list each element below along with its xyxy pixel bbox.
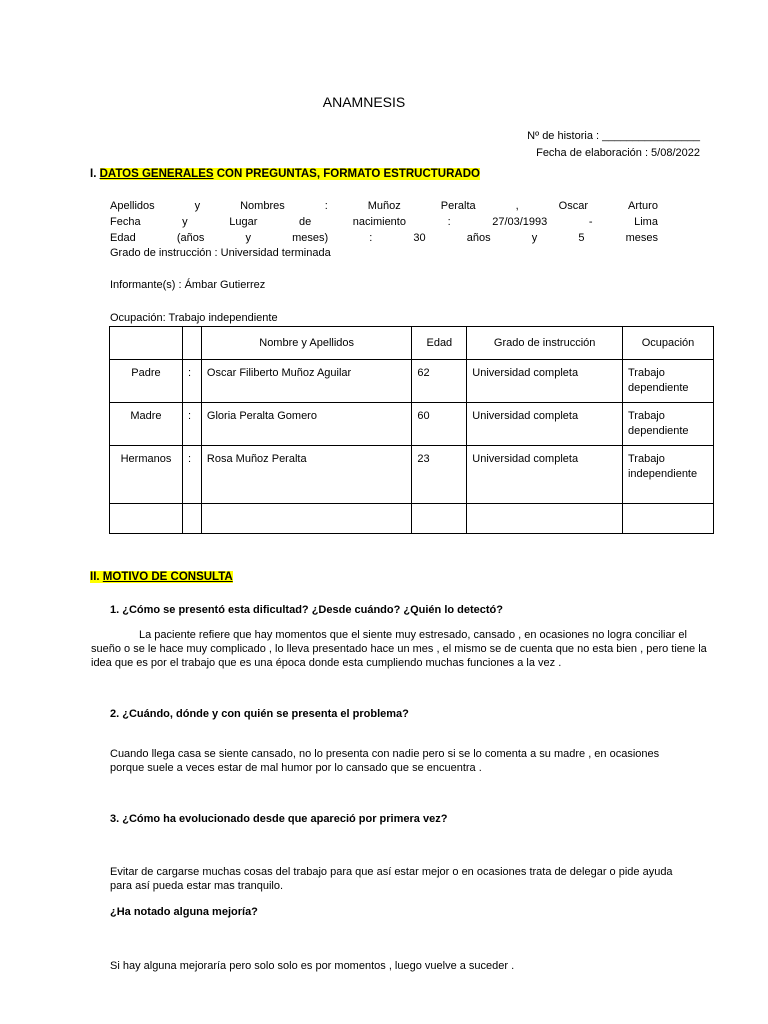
relation-cell: Padre — [110, 360, 183, 403]
answer-4: Si hay alguna mejoraría pero solo solo es por momentos , luego vuelve a suceder . — [110, 960, 515, 972]
age-cell: 23 — [412, 446, 467, 504]
field-word: y — [531, 232, 538, 244]
field-word: y — [245, 232, 251, 244]
section2-title: MOTIVO DE CONSULTA — [102, 571, 233, 583]
field-word: de — [298, 216, 312, 228]
field-word: Oscar — [558, 200, 589, 212]
field-word: : — [324, 200, 328, 212]
field-word: : — [369, 232, 373, 244]
colon-cell: : — [182, 403, 201, 446]
family-table — [109, 326, 714, 534]
section1-title-rest: CON PREGUNTAS, FORMATO ESTRUCTURADO — [213, 168, 480, 180]
historia-number: Nº de historia : ________________ — [527, 130, 700, 142]
table-header-edad: Edad — [412, 327, 467, 360]
occupation-cell: Trabajo dependiente — [622, 360, 713, 403]
field-word: Lima — [634, 216, 658, 228]
field-word: Arturo — [628, 200, 658, 212]
section1-number: I. — [90, 168, 97, 180]
table-row — [110, 360, 714, 403]
field-word: 27/03/1993 — [492, 216, 548, 228]
occupation-cell: Trabajo independiente — [622, 446, 713, 504]
field-word: meses — [625, 232, 658, 244]
education-cell: Universidad completa — [467, 446, 623, 504]
ocupacion: Ocupación: Trabajo independiente — [110, 312, 278, 324]
table-row — [110, 446, 714, 504]
grado-instruccion: Grado de instrucción : Universidad terminada — [110, 247, 331, 259]
occupation-cell: Trabajo dependiente — [622, 403, 713, 446]
question-1: 1. ¿Cómo se presentó esta dificultad? ¿Desde cuándo? ¿Quién lo detectó? — [110, 604, 503, 616]
question-3: 3. ¿Cómo ha evolucionado desde que apareció por primera vez? — [110, 813, 448, 825]
name-cell: Rosa Muñoz Peralta — [201, 446, 411, 504]
colon-cell: : — [182, 446, 201, 504]
section2-number: II. — [90, 571, 100, 583]
field-word: Lugar — [229, 216, 258, 228]
empty-cell — [412, 504, 467, 534]
table-header-row — [110, 327, 714, 360]
field-word: Peralta — [440, 200, 476, 212]
section1-heading — [90, 168, 480, 180]
name-cell: Oscar Filiberto Muñoz Aguilar — [201, 360, 411, 403]
table-row — [110, 403, 714, 446]
field-word: nacimiento — [352, 216, 406, 228]
field-word: , — [515, 200, 519, 212]
field-word: : — [447, 216, 451, 228]
field-word: - — [588, 216, 593, 228]
field-word: años — [466, 232, 491, 244]
answer-3: Evitar de cargarse muchas cosas del trabajo para que así estar mejor o en ocasiones trata de delegar o pide ayuda para así pueda estar mas tranquilo. — [110, 866, 673, 892]
field-word: Nombres — [240, 200, 285, 212]
empty-cell — [182, 504, 201, 534]
field-word: Muñoz — [367, 200, 401, 212]
field-word: 5 — [578, 232, 585, 244]
age-cell: 62 — [412, 360, 467, 403]
relation-cell: Hermanos — [110, 446, 183, 504]
age-cell: 60 — [412, 403, 467, 446]
field-word: meses) — [292, 232, 329, 244]
question-2: 2. ¿Cuándo, dónde y con quién se presenta el problema? — [110, 708, 409, 720]
field-word: (años — [176, 232, 205, 244]
colon-cell: : — [182, 360, 201, 403]
fecha-lugar-row — [110, 216, 658, 228]
empty-cell — [110, 504, 183, 534]
table-header-cell — [110, 327, 183, 360]
field-word: 30 — [413, 232, 426, 244]
table-row — [110, 504, 714, 534]
education-cell: Universidad completa — [467, 360, 623, 403]
answer-1: La paciente refiere que hay momentos que el siente muy estresado, cansado , en ocasiones no logra conciliar el sueño o se le hace muy complicado , lo lleva presentado hace un mes , el mismo se de cuenta que no esta bien , pero tiene la idea que es por el trabajo que es una época donde esta cumpliendo muchas funciones a la vez . — [91, 629, 707, 669]
edad-row — [110, 232, 658, 244]
section1-title-underlined: DATOS GENERALES — [99, 168, 214, 180]
document-title: ANAMNESIS — [322, 94, 406, 110]
table-header-grado: Grado de instrucción — [467, 327, 623, 360]
field-word: y — [182, 216, 188, 228]
fecha-elaboracion: Fecha de elaboración : 5/08/2022 — [536, 147, 700, 159]
relation-cell: Madre — [110, 403, 183, 446]
table-header-nombre: Nombre y Apellidos — [201, 327, 411, 360]
education-cell: Universidad completa — [467, 403, 623, 446]
informante: Informante(s) : Ámbar Gutierrez — [110, 279, 266, 291]
field-word: Apellidos — [110, 200, 155, 212]
empty-cell — [467, 504, 623, 534]
empty-cell — [201, 504, 411, 534]
section2-heading — [90, 571, 233, 583]
name-cell: Gloria Peralta Gomero — [201, 403, 411, 446]
question-4: ¿Ha notado alguna mejoría? — [110, 906, 258, 918]
table-header-ocupacion: Ocupación — [622, 327, 713, 360]
table-header-cell — [182, 327, 201, 360]
field-word: Fecha — [110, 216, 141, 228]
apellidos-row — [110, 200, 658, 212]
empty-cell — [622, 504, 713, 534]
field-word: y — [194, 200, 201, 212]
answer-2: Cuando llega casa se siente cansado, no lo presenta con nadie pero si se lo comenta a su madre , en ocasiones porque suele a veces estar de mal humor por lo cansado que se encuentra . — [110, 748, 660, 774]
field-word: Edad — [110, 232, 136, 244]
